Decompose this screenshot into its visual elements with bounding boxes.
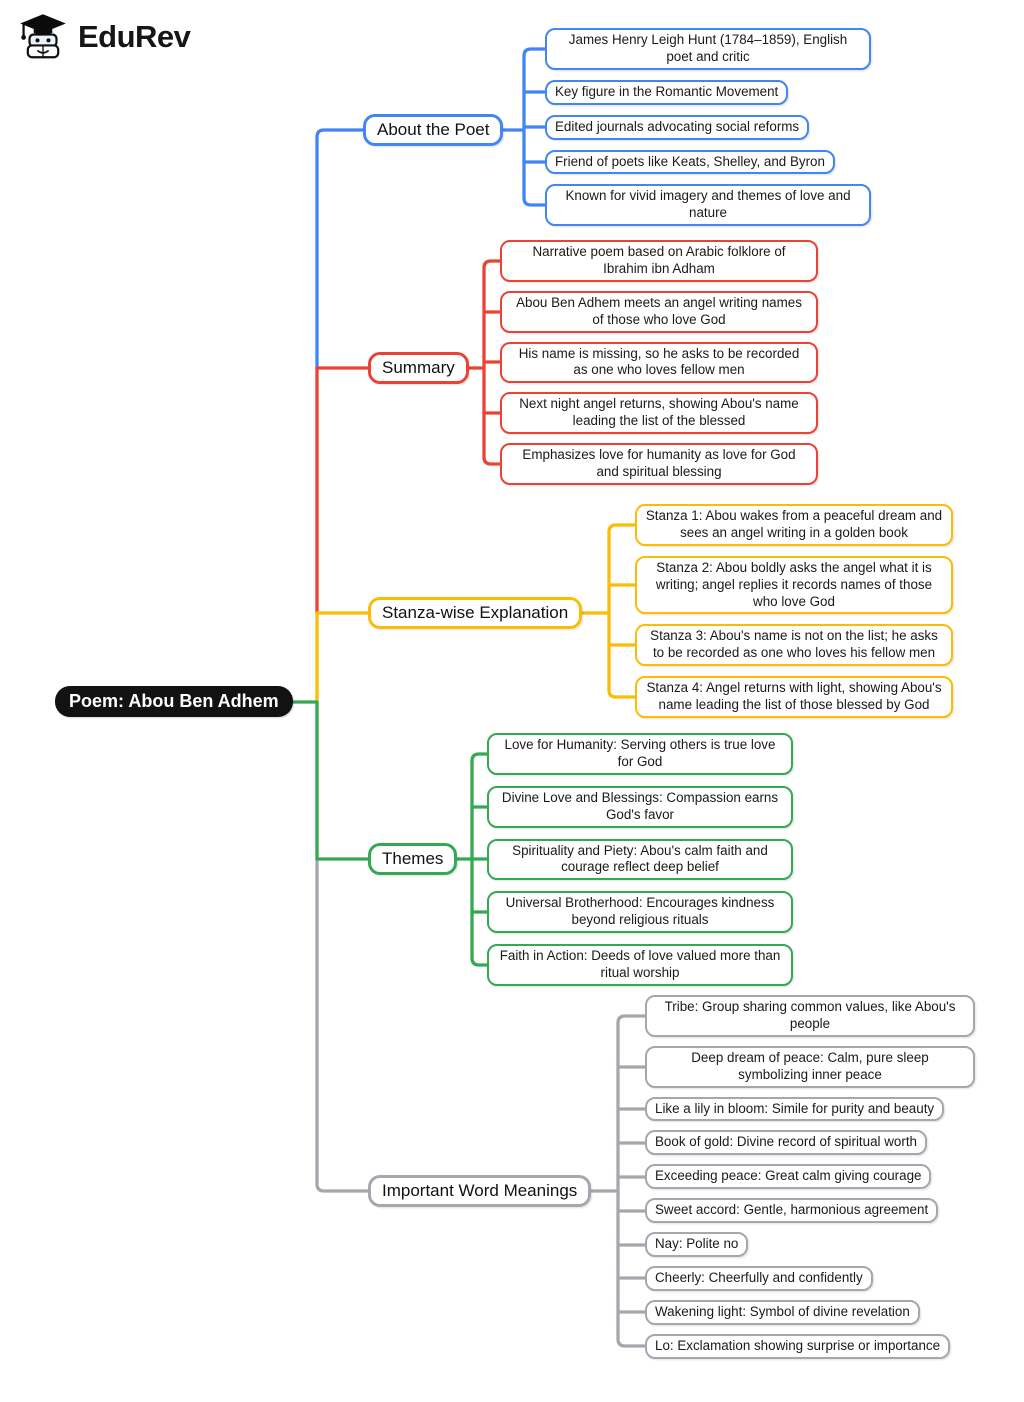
node-stanza-item-3: Stanza 3: Abou's name is not on the list; he asks to be recorded as one who loves his fellow men: [635, 624, 953, 666]
stanza-wise-children: [635, 504, 953, 718]
node-words-item-3: Like a lily in bloom: Simile for purity and beauty: [645, 1097, 944, 1122]
about-the-poet-children: [545, 28, 871, 226]
branch-node-themes: Themes: [368, 843, 457, 875]
node-words-item-4: Book of gold: Divine record of spiritual worth: [645, 1130, 927, 1155]
brand-name: EduRev: [78, 19, 191, 54]
node-summary-item-2: Abou Ben Adhem meets an angel writing names of those who love God: [500, 291, 818, 333]
node-words-item-5: Exceeding peace: Great calm giving courage: [645, 1164, 931, 1189]
branch-node-about-the-poet: About the Poet: [363, 114, 503, 146]
node-words-item-9: Wakening light: Symbol of divine revelation: [645, 1300, 920, 1325]
node-stanza-item-2: Stanza 2: Abou boldly asks the angel what it is writing; angel replies it records names of those who love God: [635, 556, 953, 615]
node-about-item-1: James Henry Leigh Hunt (1784–1859), English poet and critic: [545, 28, 871, 70]
node-summary-item-5: Emphasizes love for humanity as love for God and spiritual blessing: [500, 443, 818, 485]
root-node-poem-title: Poem: Abou Ben Adhem: [55, 686, 293, 717]
edurev-logo: [16, 10, 190, 64]
themes-children: [487, 733, 793, 986]
edurev-books-cap-icon: [16, 10, 70, 64]
word-meanings-children: [645, 995, 975, 1359]
node-words-item-6: Sweet accord: Gentle, harmonious agreement: [645, 1198, 938, 1223]
node-themes-item-1: Love for Humanity: Serving others is true love for God: [487, 733, 793, 775]
summary-children: [500, 240, 818, 485]
branch-node-summary: Summary: [368, 352, 469, 384]
node-words-item-7: Nay: Polite no: [645, 1232, 748, 1257]
node-summary-item-1: Narrative poem based on Arabic folklore of Ibrahim ibn Adham: [500, 240, 818, 282]
node-summary-item-3: His name is missing, so he asks to be recorded as one who loves fellow men: [500, 342, 818, 384]
node-words-item-1: Tribe: Group sharing common values, like Abou's people: [645, 995, 975, 1037]
node-themes-item-5: Faith in Action: Deeds of love valued more than ritual worship: [487, 944, 793, 986]
node-summary-item-4: Next night angel returns, showing Abou's name leading the list of the blessed: [500, 392, 818, 434]
node-words-item-10: Lo: Exclamation showing surprise or importance: [645, 1334, 950, 1359]
branch-node-important-word-meanings: Important Word Meanings: [368, 1175, 591, 1207]
node-themes-item-4: Universal Brotherhood: Encourages kindness beyond religious rituals: [487, 891, 793, 933]
node-themes-item-3: Spirituality and Piety: Abou's calm faith and courage reflect deep belief: [487, 839, 793, 881]
node-about-item-4: Friend of poets like Keats, Shelley, and Byron: [545, 150, 835, 175]
branch-node-stanza-wise-explanation: Stanza-wise Explanation: [368, 597, 582, 629]
node-about-item-5: Known for vivid imagery and themes of love and nature: [545, 184, 871, 226]
node-stanza-item-1: Stanza 1: Abou wakes from a peaceful dream and sees an angel writing in a golden book: [635, 504, 953, 546]
node-themes-item-2: Divine Love and Blessings: Compassion earns God's favor: [487, 786, 793, 828]
node-about-item-3: Edited journals advocating social reforms: [545, 115, 809, 140]
node-about-item-2: Key figure in the Romantic Movement: [545, 80, 788, 105]
node-words-item-8: Cheerly: Cheerfully and confidently: [645, 1266, 873, 1291]
node-words-item-2: Deep dream of peace: Calm, pure sleep symbolizing inner peace: [645, 1046, 975, 1088]
node-stanza-item-4: Stanza 4: Angel returns with light, showing Abou's name leading the list of those blessed by God: [635, 676, 953, 718]
